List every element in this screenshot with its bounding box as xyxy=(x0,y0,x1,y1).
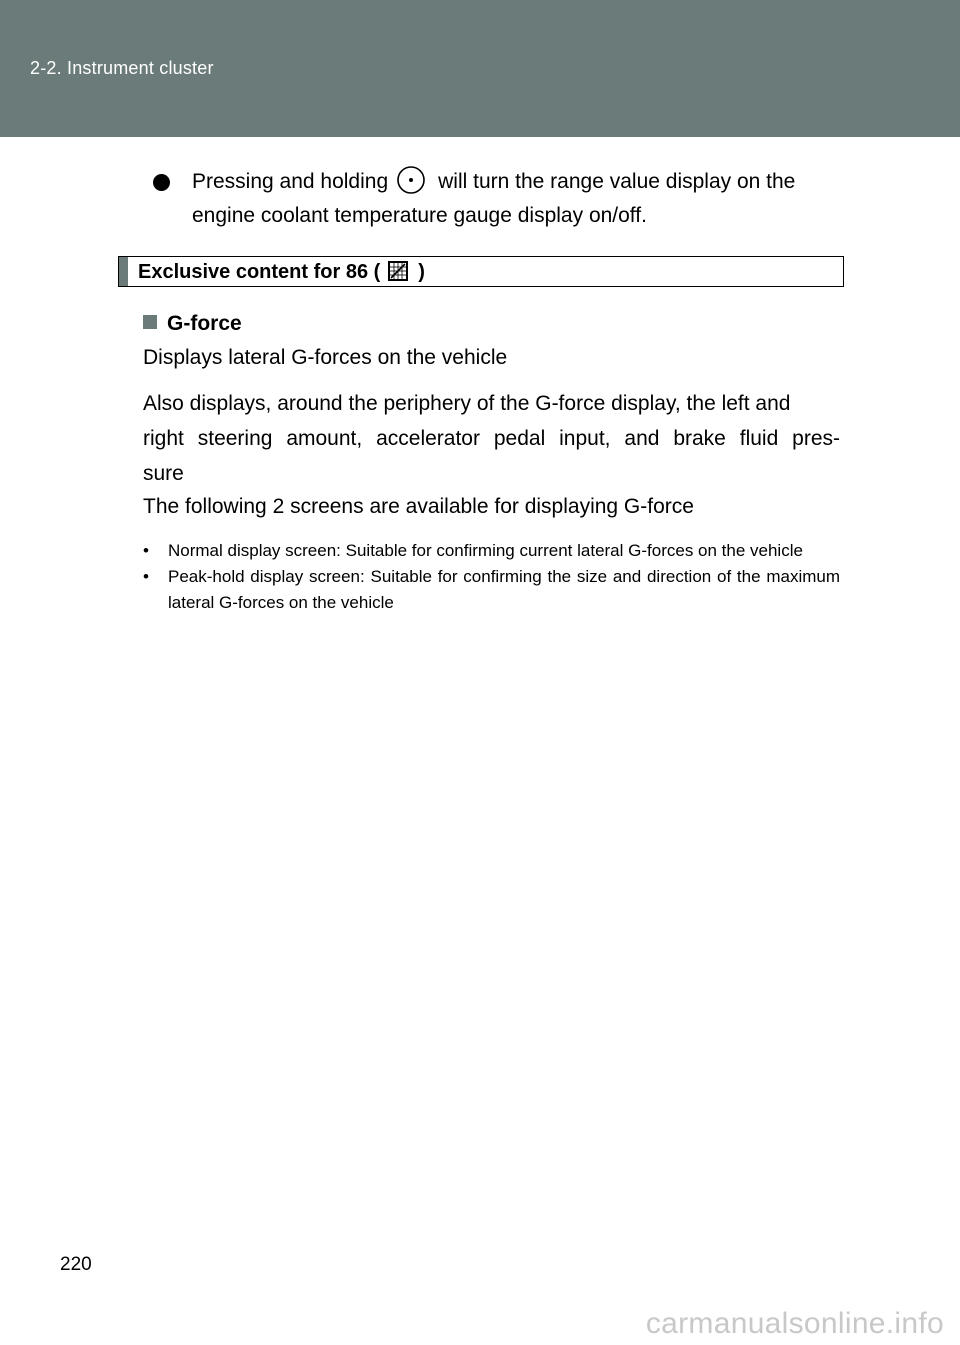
list-item xyxy=(143,564,840,616)
gforce-para-1: Displays lateral G-forces on the vehicle xyxy=(143,346,508,369)
section-label-after-icon: ) xyxy=(418,261,425,283)
section-heading-bar xyxy=(119,257,128,286)
gforce-para-2-line-1: Also displays, around the periphery of the G-force display, the left and xyxy=(143,392,791,415)
intro-bullet xyxy=(153,165,843,233)
gforce-para-2-line-3: sure xyxy=(143,462,184,485)
grid-display-icon xyxy=(388,261,408,281)
gforce-para-2-line-2: right steering amount, accelerator pedal input, and brake fluid pres- xyxy=(143,427,840,450)
gforce-heading xyxy=(143,310,242,338)
page-number: 220 xyxy=(60,1254,92,1275)
list-item xyxy=(143,538,840,564)
list-bullet: • xyxy=(143,541,149,560)
watermark: carmanualsonline.info xyxy=(645,1307,944,1340)
intro-bullet-line-2: engine coolant temperature gauge display on/off. xyxy=(192,204,647,227)
list-bullet: • xyxy=(143,567,149,586)
intro-text-before-icon: Pressing and holding xyxy=(192,170,389,193)
gforce-para-2 xyxy=(143,386,840,491)
section-title: 2-2. Instrument cluster xyxy=(30,58,214,78)
intro-bullet-line-1 xyxy=(153,165,843,199)
section-heading-box xyxy=(118,256,844,287)
gforce-heading-text: G-force xyxy=(167,312,242,335)
list-item-text: Peak-hold display screen: Suitable for confirming the size and direction of the maximum lateral G-forces on the vehicle xyxy=(168,567,840,612)
section-label-before-icon: Exclusive content for 86 ( xyxy=(138,261,381,283)
list-item-text: Normal display screen: Suitable for confirming current lateral G-forces on the vehicle xyxy=(168,541,803,560)
section-heading-label xyxy=(138,259,425,285)
gforce-para-3: The following 2 screens are available for displaying G-force xyxy=(143,495,694,518)
square-bullet-icon xyxy=(143,315,157,329)
bullet-dot-icon xyxy=(153,174,170,191)
dial-button-icon xyxy=(396,165,426,195)
header-band xyxy=(0,0,960,137)
intro-text-after-icon: will turn the range value display on the xyxy=(438,170,796,193)
gforce-screen-list xyxy=(143,538,840,616)
